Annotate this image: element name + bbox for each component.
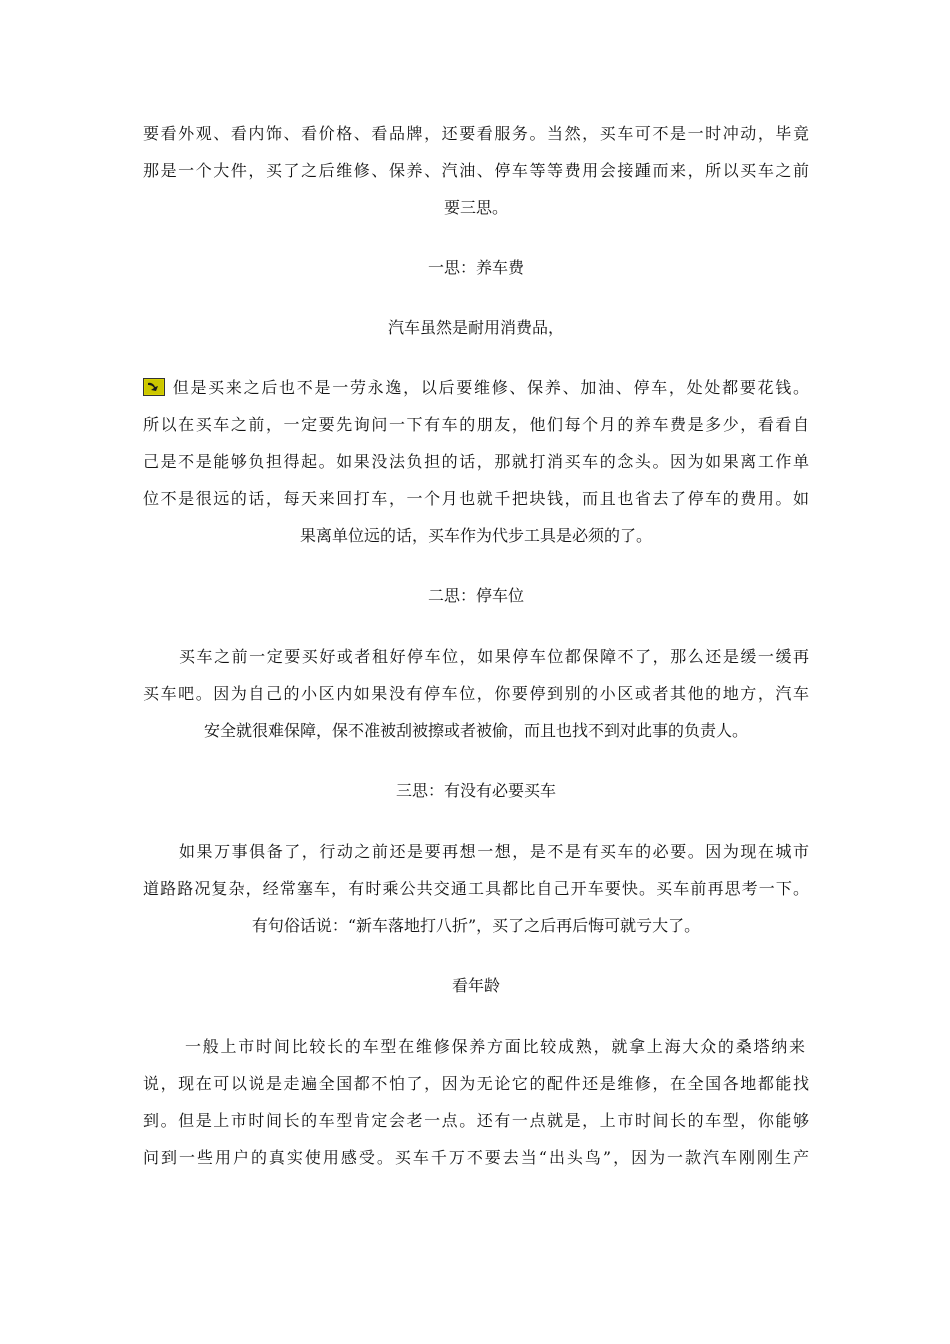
section2-line-2: 买车吧。因为自己的小区内如果没有停车位，你要停到别的小区或者其他的地方，汽车 [143,684,809,703]
section1-line-3: 己是不是能够负担得起。如果没法负担的话，那就打消买车的念头。因为如果离工作单 [143,452,809,471]
section3-line-3: 有句俗话说：“新车落地打八折”，买了之后再后悔可就亏大了。 [251,916,701,935]
section1-line-1-text: 但是买来之后也不是一劳永逸，以后要维修、保养、加油、停车，处处都要花钱。 [171,378,809,397]
section4-line-1: 一般上市时间比较长的车型在维修保养方面比较成熟，就拿上海大众的桑塔纳来 [185,1037,805,1056]
section-heading-2: 二思：停车位 [427,586,524,605]
section2-line-1: 买车之前一定要买好或者租好停车位，如果停车位都保障不了，那么还是缓一缓再 [179,647,809,666]
section2-line-3: 安全就很难保障，保不准被刮被擦或者被偷，而且也找不到对此事的负责人。 [203,721,748,740]
section4-line-4: 问到一些用户的真实使用感受。买车千万不要去当“出头鸟”，因为一款汽车刚刚生产 [143,1148,809,1167]
section1-line-2: 所以在买车之前，一定要先询问一下有车的朋友，他们每个月的养车费是多少，看看自 [143,415,809,434]
section-heading-4: 看年龄 [451,976,500,995]
section3-line-1: 如果万事俱备了，行动之前还是要再想一想，是不是有买车的必要。因为现在城市 [179,842,809,861]
intro-line-3: 要三思。 [443,198,508,217]
section-heading-1: 一思：养车费 [427,258,524,277]
section3-line-2: 道路路况复杂，经常塞车，有时乘公共交通工具都比自己开车要快。买车前再思考一下。 [143,879,809,898]
section4-line-3: 到。但是上市时间长的车型肯定会老一点。还有一点就是，上市时间长的车型，你能够 [143,1111,809,1130]
bullet-arrow-icon [143,378,165,396]
section1-lead: 汽车虽然是耐用消费品， [387,318,564,337]
section-heading-3: 三思：有没有必要买车 [395,781,556,800]
section1-line-1 [143,378,809,398]
intro-line-1: 要看外观、看内饰、看价格、看品牌，还要看服务。当然，买车可不是一时冲动，毕竟 [143,124,809,143]
intro-line-2: 那是一个大件，买了之后维修、保养、汽油、停车等等费用会接踵而来，所以买车之前 [143,161,809,180]
section1-line-5: 果离单位远的话，买车作为代步工具是必须的了。 [299,526,652,545]
section4-line-2: 说，现在可以说是走遍全国都不怕了，因为无论它的配件还是维修，在全国各地都能找 [143,1074,809,1093]
section1-line-4: 位不是很远的话，每天来回打车，一个月也就千把块钱，而且也省去了停车的费用。如 [143,489,809,508]
